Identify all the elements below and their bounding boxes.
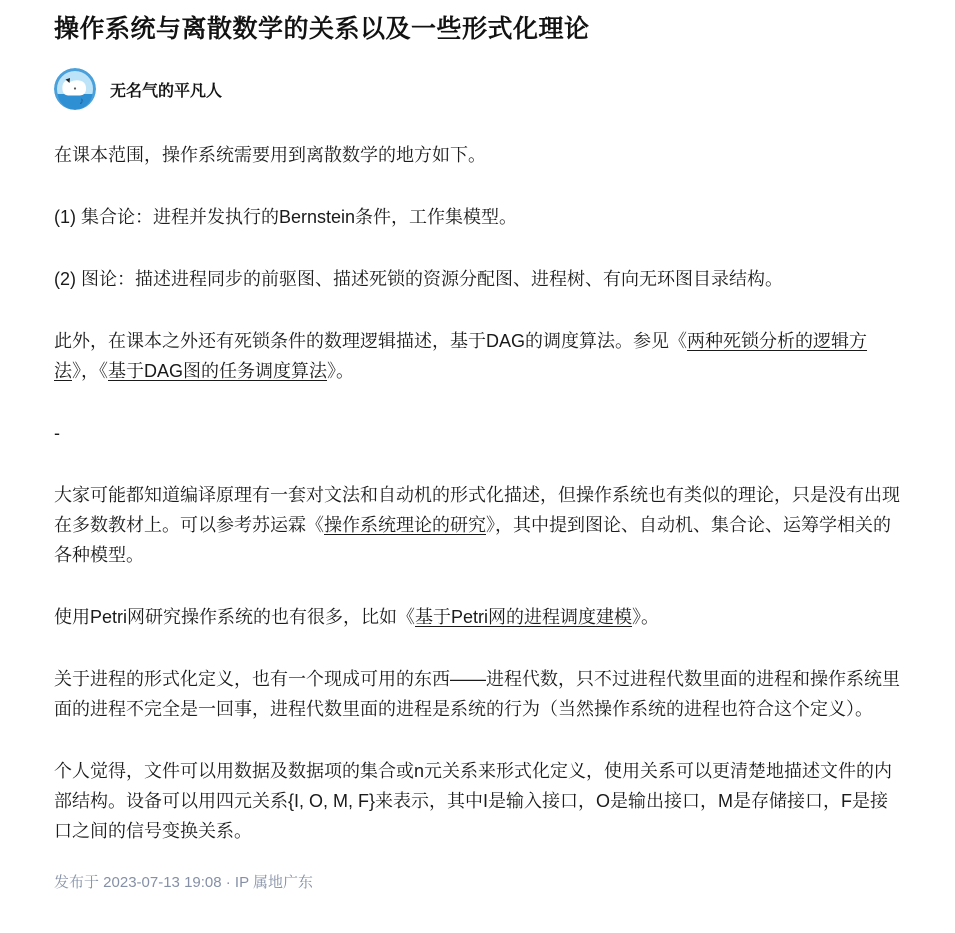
article-paragraph (54, 602, 905, 632)
article-link[interactable]: 两种死锁分析的逻辑方法 (54, 331, 868, 381)
article-paragraph (54, 264, 905, 294)
paragraph-text: 》，《 (72, 361, 108, 381)
paragraph-text: (2) 图论：描述进程同步的前驱图、描述死锁的资源分配图、进程树、有向无环图目录结构。 (54, 269, 783, 289)
article-paragraph (54, 202, 905, 232)
article-body (54, 140, 905, 846)
author-row (54, 68, 905, 110)
paragraph-text: 在课本范围，操作系统需要用到离散数学的地方如下。 (54, 145, 486, 165)
article-link[interactable]: 基于DAG图的任务调度算法 (108, 361, 328, 381)
paragraph-text: 》。 (632, 607, 660, 627)
article-paragraph (54, 480, 905, 570)
paragraph-text: 关于进程的形式化定义，也有一个现成可用的东西——进程代数，只不过进程代数里面的进程和操作系统里面的进程不完全是一回事，进程代数里面的进程是系统的行为（当然操作系统的进程也符合这个定义）。 (54, 669, 900, 719)
avatar-image (54, 68, 96, 110)
paragraph-text: 使用Petri网研究操作系统的也有很多，比如《 (54, 607, 416, 627)
article-link[interactable]: 操作系统理论的研究 (324, 515, 486, 535)
article-paragraph (54, 664, 905, 724)
paragraph-text: (1) 集合论：进程并发执行的Bernstein条件，工作集模型。 (54, 207, 518, 227)
paragraph-text: 大家可能都知道编译原理有一套对文法和自动机的形式化描述，但操作系统也有类似的理论，只是没有出现在多数教材上。可以参考苏运霖《 (54, 485, 900, 535)
paragraph-text: 个人觉得，文件可以用数据及数据项的集合或n元关系来形式化定义，使用关系可以更清楚地描述文件的内部结构。设备可以用四元关系{I, O, M, F}来表示，其中I是输入接口，O是输出接口，M是存储接口，F是接口之间的信号变换关系。 (54, 761, 893, 841)
article-paragraph (54, 756, 905, 846)
article-paragraph (54, 418, 905, 448)
article-link[interactable]: 基于Petri网的进程调度建模 (415, 607, 633, 627)
article-paragraph (54, 140, 905, 170)
paragraph-text: 此外，在课本之外还有死锁条件的数理逻辑描述，基于DAG的调度算法。参见《 (54, 331, 688, 351)
article-paragraph (54, 326, 905, 386)
paragraph-text: 》。 (327, 361, 355, 381)
paragraph-text: 》，其中提到图论、自动机、集合论、运筹学相关的各种模型。 (54, 515, 891, 565)
page-title: 操作系统与离散数学的关系以及一些形式化理论 (54, 15, 590, 43)
paragraph-text: - (54, 423, 60, 443)
avatar[interactable] (54, 68, 96, 110)
music-note-icon: ♪ (79, 96, 84, 107)
author-name[interactable]: 无名气的平凡人 (110, 82, 223, 100)
publish-info: 发布于 2023-07-13 19:08 · IP 属地广东 (54, 874, 313, 891)
